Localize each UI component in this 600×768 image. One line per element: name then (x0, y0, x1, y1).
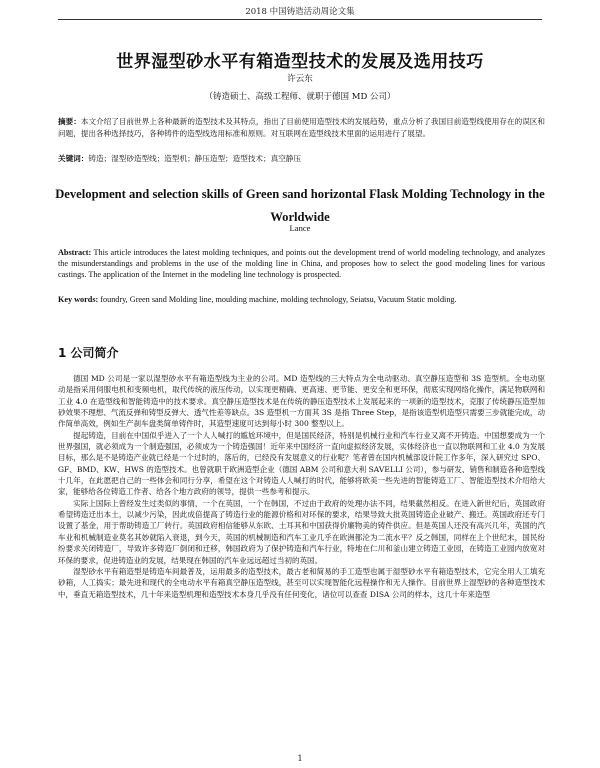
section-heading: 1 公司简介 (58, 346, 119, 360)
abstract-cn-label: 摘要： (58, 117, 81, 126)
abstract-cn-text: 本文介绍了目前世界上各种最新的造型技术及其特点，指出了目前使用造型技术的发展趋势，重点分析了我国目前造型线使用存在的误区和问题，提出各种选择技巧，各种铸件的造型线选用标准和原则。对互联网在造型线技术里面的运用进行了展望。 (58, 117, 546, 138)
keywords-cn-label: 关键词： (58, 154, 89, 163)
body-paragraph: 湿型砂水平有箱造型是铸造车间最普及，运用最多的造型技术，最古老和简易的手工造型也属于湿型砂水平有箱造型技术，它完全用人工填充砂箱，人工捣实；最先进和现代的全电动水平有箱真空静压造型线，甚至可以实现智能化远程操作和无人操作。目前世界上湿型砂的各种造型技术中，垂直无箱造型技术，几十年来造型机理和造型技术本身几乎没有任何变化，诸位可以查查 DISA 公司的样本，这几十年来造型 (58, 566, 545, 599)
keywords-en (58, 294, 545, 305)
body-paragraph: 德国 MD 公司是一家以湿型砂水平有箱造型线为主业的公司。MD 造型线的三大特点为全电动驱动、真空静压造型和 3S 造型机。全电动驱动是指采用伺服电机和变频电机，取代传统的液压传动，以实现更精确、更高速、更节能、更安全和更环保，彻底实现网络化操作，满足物联网和工业 4.0 在造型线和智能铸造中的技术要求。真空静压造型技术是在传统的静压造型技术上发展起来的一项新的造型技术，克服了传统静压造型加砂效果不理想、气流反弹和铸型反弹大、透气性差等缺点。3S 造型机一方面其 3S 是指 Three Step，是指该造型机造型只需要三步就能完成，动作简单高效，例如生产刹车盘类简单铸件时，其造型速度可达到每小时 300 整型以上。 (58, 374, 545, 429)
author-en: Lance (289, 223, 311, 233)
body-paragraph: 提起铸造，目前在中国似乎进入了一个人人喊打的尴尬环境中，但是国民经济，特别是机械行业和汽车行业又离不开铸造。中国想要成为一个世界强国，就必须成为一个制造强国，必须成为一个铸造强国！近年来中国经济一直向虚拟经济发展，实体经济也一直以物联网和工业 4.0 为发展目标，那么是不是铸造产业就已经是一个过时的，落后的，已经没有发展意义的行业呢？笔者曾在国内机械部设计院工作多年，深入研究过 SPO、GF、BMD、KW、HWS 的造型技术。也曾就职于欧洲造型企业（德国 ABM 公司和意大利 SAVELLI 公司），参与研发、销售和制造各种造型线十几年，在此愿把自己的一些体会和同行分享，希望在这个对铸造人人喊打的时代，能够将欧美一些先进的智能铸造工厂、智能造型技术介绍给大家，能够给各位铸造工作者、给各个地方政府的领导，提供一些参考和提示。 (58, 430, 545, 497)
keywords-en-text: foundry, Green sand Molding line, moulding machine, molding technology, Seiatsu, Vacuum Static molding. (100, 295, 457, 304)
abstract-en (58, 247, 545, 281)
body-paragraph: 实际上国际上曾经发生过类似的事情，一个在英国，一个在韩国，不过由于政府的处理办法不同，结果截然相反。在进入新世纪后，英国政府希望铸造迁出本土，以减少污染，因此成倍提高了铸造行业的能源价格和对环保的要求，结果导致大批英国铸造企业破产、搬迁。英国政府还专门设置了基金，用于帮助铸造工厂转行。英国政府相信能够从东欧、土耳其和中国获得价廉物美的铸件供应。但是英国人还没有高兴几年，英国的汽车业和机械制造业莫名其妙就陷入衰退，到今天，英国的机械制造和汽车工业几乎在欧洲都沦为二流水平？反之韩国，同样在上个世纪末，国民纷纷要求关闭铸造厂，导致许多铸造厂倒闭和迁移，韩国政府为了保护铸造和汽车行业，特地在仁川和釜山建立铸造工业园，在铸造工业园内放宽对环保的要求，促进铸造业的发展，结果现在韩国的汽车业远远超过当初的英国。 (58, 498, 545, 565)
section-body (58, 373, 545, 600)
abstract-en-text: This article introduces the latest molding techniques, and points out the development trend of world modeling technology, and analyzes the misunderstandings and problems in the use of the molding line in China, and proposes how to select the good modeling lines for various castings. The application of the Internet in the modeling line technology is prospected. (58, 248, 545, 280)
paper-title-en: Development and selection skills of Green sand horizontal Flask Molding Technology in the Worldwide (55, 187, 545, 224)
page-number: 1 (297, 754, 303, 763)
running-header: 2018 中国铸造活动周论文集 (58, 5, 542, 20)
affiliation-cn: （铸造硕士、高级工程师、就职于德国 MD 公司） (204, 92, 396, 102)
author-cn: 许云东 (287, 74, 313, 84)
keywords-cn-text: 铸造；湿型砂造型线；造型机；静压造型；造型技术；真空静压 (88, 154, 301, 163)
paper-title-cn: 世界湿型砂水平有箱造型技术的发展及选用技巧 (116, 52, 484, 72)
abstract-en-label: Abstract: (58, 248, 92, 257)
keywords-cn (58, 153, 545, 165)
keywords-en-label: Key words: (58, 295, 99, 304)
abstract-cn (58, 116, 545, 139)
